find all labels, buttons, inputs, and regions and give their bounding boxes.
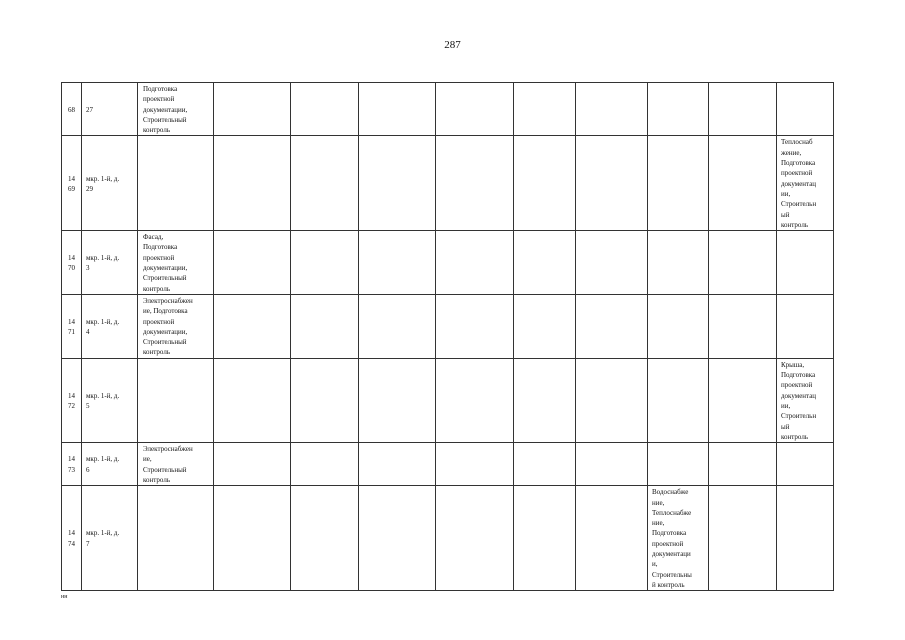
empty-cell: [359, 294, 436, 358]
address-cell: мкр. 1-й, д. 3: [82, 231, 138, 295]
empty-cell: [291, 358, 359, 442]
empty-cell: [709, 83, 777, 136]
work-cell-col9: [648, 294, 709, 358]
address-cell: мкр. 1-й, д. 29: [82, 136, 138, 231]
empty-cell: [436, 358, 514, 442]
empty-cell: [436, 231, 514, 295]
row-number: 14 73: [62, 443, 82, 486]
works-table: [61, 82, 834, 591]
empty-cell: [214, 136, 291, 231]
empty-cell: [359, 83, 436, 136]
empty-cell: [576, 231, 648, 295]
table-row: [62, 443, 834, 486]
table-row: [62, 136, 834, 231]
table-row: [62, 231, 834, 295]
work-cell-col9: [648, 136, 709, 231]
empty-cell: [291, 294, 359, 358]
row-number: 14 69: [62, 136, 82, 231]
empty-cell: [214, 231, 291, 295]
empty-cell: [576, 486, 648, 591]
empty-cell: [291, 83, 359, 136]
work-cell-col11: [777, 231, 834, 295]
address-cell: мкр. 1-й, д. 5: [82, 358, 138, 442]
empty-cell: [214, 486, 291, 591]
address-cell: мкр. 1-й, д. 7: [82, 486, 138, 591]
row-number: 14 72: [62, 358, 82, 442]
empty-cell: [436, 486, 514, 591]
table-row: [62, 486, 834, 591]
work-type-cell: [138, 358, 214, 442]
empty-cell: [514, 136, 576, 231]
empty-cell: [436, 83, 514, 136]
footer-mark: нн: [61, 594, 68, 600]
empty-cell: [214, 443, 291, 486]
empty-cell: [214, 358, 291, 442]
work-cell-col9: [648, 443, 709, 486]
row-number: 14 71: [62, 294, 82, 358]
empty-cell: [436, 136, 514, 231]
empty-cell: [709, 231, 777, 295]
work-cell-col11: Крыша, Подготовка проектной документац ии, Строительн ый контроль: [777, 358, 834, 442]
empty-cell: [514, 231, 576, 295]
empty-cell: [359, 358, 436, 442]
work-type-cell: Подготовка проектной документации, Строительный контроль: [138, 83, 214, 136]
empty-cell: [359, 136, 436, 231]
empty-cell: [576, 443, 648, 486]
empty-cell: [436, 294, 514, 358]
address-cell: мкр. 1-й, д. 4: [82, 294, 138, 358]
work-cell-col9: [648, 231, 709, 295]
work-cell-col9: [648, 83, 709, 136]
empty-cell: [214, 83, 291, 136]
work-cell-col11: [777, 83, 834, 136]
empty-cell: [436, 443, 514, 486]
empty-cell: [709, 294, 777, 358]
work-type-cell: Электроснабжен ие, Подготовка проектной документации, Строительный контроль: [138, 294, 214, 358]
work-cell-col11: [777, 443, 834, 486]
empty-cell: [709, 486, 777, 591]
empty-cell: [576, 294, 648, 358]
empty-cell: [514, 486, 576, 591]
empty-cell: [709, 136, 777, 231]
empty-cell: [359, 443, 436, 486]
work-cell-col11: [777, 486, 834, 591]
empty-cell: [514, 443, 576, 486]
empty-cell: [709, 443, 777, 486]
work-type-cell: Фасад, Подготовка проектной документации, Строительный контроль: [138, 231, 214, 295]
empty-cell: [709, 358, 777, 442]
address-cell: мкр. 1-й, д. 6: [82, 443, 138, 486]
empty-cell: [359, 486, 436, 591]
empty-cell: [359, 231, 436, 295]
empty-cell: [576, 83, 648, 136]
empty-cell: [576, 136, 648, 231]
table-row: [62, 358, 834, 442]
page-number: 287: [444, 39, 461, 51]
table-row: [62, 294, 834, 358]
empty-cell: [214, 294, 291, 358]
work-cell-col11: [777, 294, 834, 358]
empty-cell: [514, 83, 576, 136]
empty-cell: [291, 443, 359, 486]
address-cell: 27: [82, 83, 138, 136]
empty-cell: [291, 486, 359, 591]
row-number: 68: [62, 83, 82, 136]
row-number: 14 70: [62, 231, 82, 295]
work-type-cell: [138, 486, 214, 591]
empty-cell: [514, 358, 576, 442]
row-number: 14 74: [62, 486, 82, 591]
work-cell-col11: Теплоснаб жение, Подготовка проектной документац ии, Строительн ый контроль: [777, 136, 834, 231]
empty-cell: [291, 136, 359, 231]
work-type-cell: Электроснабжен ие, Строительный контроль: [138, 443, 214, 486]
empty-cell: [291, 231, 359, 295]
table-row: [62, 83, 834, 136]
work-cell-col9: [648, 358, 709, 442]
empty-cell: [514, 294, 576, 358]
work-cell-col9: Водоснабже ние, Теплоснабже ние, Подготовка проектной документаци и, Строительны й контроль: [648, 486, 709, 591]
empty-cell: [576, 358, 648, 442]
work-type-cell: [138, 136, 214, 231]
